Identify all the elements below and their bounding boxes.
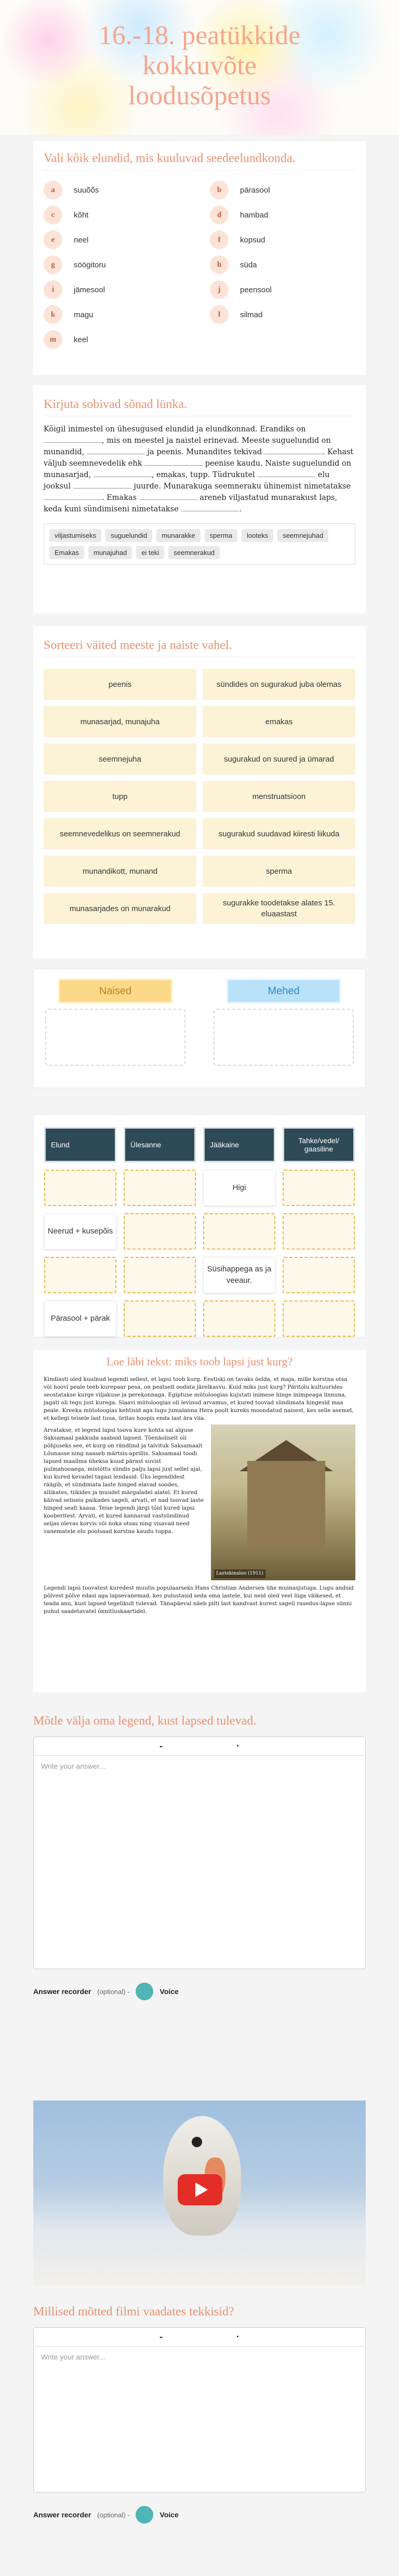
option-text: pärasool [240, 185, 270, 195]
table-drop-cell[interactable] [44, 1170, 116, 1206]
reading-paragraph-2: Arvatakse, et legend lapsi toova kure kohta sai alguse Saksamaal pakkuda saabsid lapsed. Tõenäoliselt oli põhjuseks see, et kurg on rändlind ja talvituk Saksamaalt Lõunasse ning naaseb märtsis-aprillis. Saksamaal toodi lapsed maailma üheksa kuud pärast suvist pulmahooaega, mistõttu sündis palju lapsi just sellel ajal, kui kured kevadel tagasi lendasid. Üks legendidest räägib, et sündimata laste hinged elavad soodes, allikates, tiikides ja muudel märgaladel alatel. Et kured käivad seliseis paikades sageli, arvati, et nad toovad laste hinged sealt kaasa. Teise legendi järgi tõid kured lapsi kooberitest. Arvati, et kured kannavad vastsündinud seljas olevas korvis või noka otsas ning visavad need vanematele elu poolsaad korstna kaudu tuppa. [44, 1427, 204, 1535]
option-d[interactable] [210, 206, 355, 224]
drop-zone-women[interactable] [45, 1009, 185, 1066]
sort-item[interactable]: munasarjad, munajuha [44, 706, 196, 737]
sort-item[interactable]: munandikott, munand [44, 856, 196, 887]
sort-item[interactable]: emakas [203, 706, 355, 737]
fill-text-3: ja peenis. Munandites tekivad [147, 448, 262, 456]
category-label-men: Mehed [227, 979, 341, 1004]
reading-section [33, 1350, 366, 1692]
word-chip[interactable]: sperma [205, 529, 237, 542]
table-drop-cell[interactable] [283, 1257, 355, 1293]
sort-item[interactable]: peenis [44, 669, 196, 700]
word-chip[interactable]: looteks [242, 529, 273, 542]
word-chip[interactable]: munarakke [156, 529, 200, 542]
word-chip[interactable]: seemnerakud [168, 546, 220, 559]
table-drop-cell[interactable] [283, 1213, 355, 1250]
answer-input-2[interactable]: Write your answer... [41, 2353, 105, 2361]
option-a[interactable] [44, 181, 189, 199]
word-chip[interactable]: munajuhad [88, 546, 132, 559]
sort-item[interactable]: tupp [44, 781, 196, 812]
table-header: Ülesanne [124, 1127, 196, 1162]
answer-editor-2 [33, 2327, 366, 2492]
option-j[interactable] [210, 280, 355, 299]
category-men [214, 979, 354, 1066]
sort-item[interactable]: seemnevedelikus on seemnerakud [44, 818, 196, 849]
sort-section [33, 626, 366, 958]
table-drop-cell[interactable] [124, 1257, 196, 1293]
table-section [33, 1114, 366, 1337]
blank-9[interactable] [139, 493, 197, 500]
recorder-voice-label: Voice [159, 2511, 179, 2519]
option-l[interactable] [210, 305, 355, 324]
word-chip[interactable]: Emakas [49, 546, 84, 559]
sort-item[interactable]: sperma [203, 856, 355, 887]
option-letter: g [44, 255, 62, 274]
sort-item[interactable]: sugurakud suudavad kiiresti liikuda [203, 818, 355, 849]
toolbar-minus-button[interactable]: - [159, 2331, 163, 2342]
play-icon[interactable] [178, 2174, 222, 2205]
blank-4[interactable] [144, 458, 203, 466]
answer-section-2 [33, 2297, 366, 2567]
fill-text-7: elu jooksul [44, 471, 330, 491]
fill-text-4: . Kehast väljub seemnevedelik ehk [44, 448, 354, 468]
option-letter: h [210, 255, 229, 274]
option-letter: a [44, 181, 62, 199]
answer-title-1: Mõtle välja oma legend, kust lapsed tulevad. [33, 1714, 257, 1728]
house-shape [247, 1461, 325, 1549]
fill-section [33, 385, 366, 614]
fill-text-2: , mis on meestel ja naistel erinevad. Meeste suguelundid on munandid, [44, 437, 331, 456]
sort-item[interactable]: seemnejuha [44, 743, 196, 775]
option-text: süda [240, 260, 257, 269]
title-line-2: kokkuvõte [142, 51, 257, 80]
image-caption: Lastekinaloo (1911) [214, 1569, 265, 1578]
option-letter: b [210, 181, 229, 199]
play-triangle [195, 2182, 208, 2197]
table-drop-cell[interactable] [124, 1213, 196, 1250]
record-voice-button[interactable] [136, 2506, 153, 2524]
match-title: Vali kõik elundid, mis kuuluvad seedeelundkonda. [44, 152, 355, 170]
option-text: kõht [74, 210, 89, 220]
sort-item[interactable]: sugurakke toodetakse alates 15. eluaastast [203, 893, 355, 924]
fill-text-11: . [239, 505, 242, 513]
word-chip[interactable]: suguelundid [105, 529, 152, 542]
option-text: suuõõs [74, 185, 99, 195]
blank-2[interactable] [87, 447, 145, 454]
option-letter: e [44, 231, 62, 249]
answer-editor-1 [33, 1737, 366, 1969]
table-drop-cell[interactable] [124, 1300, 196, 1337]
drop-zone-men[interactable] [214, 1009, 354, 1066]
category-label-women: Naised [58, 979, 172, 1004]
toolbar-dot-button[interactable]: · [236, 1741, 240, 1751]
sort-item[interactable]: sugurakud on suured ja ümarad [203, 743, 355, 775]
option-f[interactable] [210, 231, 355, 249]
recorder-voice-label: Voice [159, 1987, 179, 1996]
bird-eye [192, 2137, 202, 2147]
table-given-cell: Higi [203, 1170, 275, 1206]
option-text: söögitoru [74, 260, 106, 269]
table-drop-cell[interactable] [44, 1257, 116, 1293]
word-chip[interactable]: seemnejuhad [277, 529, 328, 542]
answer-input-1[interactable]: Write your answer... [41, 1762, 105, 1770]
option-e[interactable] [44, 231, 189, 249]
table-drop-cell[interactable] [283, 1170, 355, 1206]
option-letter: j [210, 280, 229, 299]
option-b[interactable] [210, 181, 355, 199]
option-letter: f [210, 231, 229, 249]
stork-illustration [211, 1425, 355, 1580]
table-drop-cell[interactable] [203, 1300, 275, 1337]
match-grid [44, 181, 355, 349]
option-m[interactable] [44, 330, 189, 349]
word-chip[interactable]: ei teki [136, 546, 164, 559]
hero-header [0, 0, 399, 135]
reading-body [44, 1376, 355, 1616]
fill-paragraph [44, 424, 355, 515]
option-letter: d [210, 206, 229, 224]
option-text: peensool [240, 285, 272, 294]
answer-section-1 [33, 1706, 366, 2090]
option-text: kopsud [240, 235, 265, 245]
option-letter: l [210, 305, 229, 324]
blank-5[interactable] [94, 470, 152, 477]
blank-3[interactable] [264, 447, 323, 454]
toolbar-minus-button[interactable]: - [159, 1741, 163, 1751]
option-i[interactable] [44, 280, 189, 299]
blank-10[interactable] [181, 504, 239, 511]
title-line-1: 16.-18. peatükkide [98, 21, 301, 50]
table-given-cell: Süsihappega as ja veeaur. [203, 1257, 275, 1293]
option-text: silmad [240, 310, 263, 319]
sort-item[interactable]: sündides on sugurakud juba olemas [203, 669, 355, 700]
fill-text-9: . Emakas [102, 494, 137, 502]
fill-text-6: , emakas, tupp. Tüdrukutel [151, 471, 255, 479]
option-letter: i [44, 280, 62, 299]
option-text: neel [74, 235, 89, 245]
option-letter: k [44, 305, 62, 324]
answer-title-2: Millised mõtted filmi vaadates tekkisid? [33, 2305, 234, 2319]
option-c[interactable] [44, 206, 189, 224]
reading-paragraph-1: Kindlasti oled kuulnud legendi sellest, et lapsi toob kurg. Eestiski on tavaks öelda, et maja, mille korstna otsa või hooví peale teeb kurepaar pesa, on peatselt oodata järelkasvu. Kuid miks just kurg? Päritolu kultuurides seostatakse kurge viljakuse ja perekonnaga. Egiptuse mütoloogias kujutati inimese hinge inimpeaga linnuna, jagati oli tegu just kurega. Slaavi mütoloogias oli levinud arvamus, et kured toovad sündimata hingesid maa peale. Kreeka mütoloogias kehtisid aga lugu jumalanna Hera poolt kureks moondatud naisest, kes selle asemel, et kellegi teisele last tuua, üritas hoopis enda last ära viia. [44, 1376, 354, 1421]
option-text: hambad [240, 210, 269, 220]
table-given-cell: Neerud + kusepõis [44, 1213, 116, 1250]
video-player[interactable] [33, 2100, 366, 2285]
blank-6[interactable] [257, 470, 315, 477]
recorder-label: Answer recorder [33, 2511, 91, 2519]
blank-7[interactable] [73, 481, 131, 489]
option-text: jämesool [74, 285, 105, 294]
sort-grid [44, 669, 355, 924]
answer-recorder-1 [33, 1983, 366, 2000]
table-given-cell: Pärasool + pärak [44, 1300, 116, 1337]
blank-8[interactable] [44, 493, 102, 500]
table-header: Tahke/vedel/ gaasiline [283, 1127, 355, 1162]
match-section [33, 141, 366, 375]
option-text: magu [74, 310, 94, 319]
option-text: keel [74, 335, 88, 344]
table-header: Elund [44, 1127, 116, 1162]
table-drop-cell[interactable] [283, 1300, 355, 1337]
recorder-label: Answer recorder [33, 1987, 91, 1996]
toolbar-dot-button[interactable]: · [236, 2331, 240, 2342]
page-title [0, 21, 399, 111]
recorder-optional: (optional) - [97, 2511, 130, 2519]
word-bank [44, 523, 355, 565]
option-letter: m [44, 330, 62, 349]
option-k[interactable] [44, 305, 189, 324]
categorize-section [33, 969, 366, 1088]
table-header: Jääkaine [203, 1127, 275, 1162]
fill-text-8: juurde. Munarakuga seemneraku ühinemist nimetatakse [134, 482, 351, 491]
table-drop-cell[interactable] [203, 1213, 275, 1250]
editor-toolbar [34, 1737, 365, 1756]
editor-toolbar [34, 2328, 365, 2347]
fill-title: Kirjuta sobivad sõnad lünka. [44, 398, 355, 416]
sort-item[interactable]: munasarjades on munarakud [44, 893, 196, 924]
fill-text-1: Kõigil inimestel on ühesugused elundid ja elundkonnad. Erandiks on [44, 425, 306, 433]
answer-recorder-2 [33, 2506, 366, 2524]
organ-table [34, 1115, 365, 1349]
fill-text-5: peenise kaudu. Naiste suguelundid on munasarjad, [44, 459, 351, 479]
option-g[interactable] [44, 255, 189, 274]
blank-1[interactable] [44, 436, 102, 443]
table-drop-cell[interactable] [124, 1170, 196, 1206]
sort-title: Sorteeri väited meeste ja naiste vahel. [44, 639, 355, 657]
option-h[interactable] [210, 255, 355, 274]
title-line-3: loodusõpetus [128, 81, 271, 111]
sort-item[interactable]: menstruatsioon [203, 781, 355, 812]
option-letter: c [44, 206, 62, 224]
fill-text-10: areneb viljastatud munarakust laps, keda kuni sündimiseni nimetatakse [44, 494, 338, 513]
category-women [45, 979, 185, 1066]
record-voice-button[interactable] [136, 1983, 153, 2000]
word-chip[interactable]: viljastumiseks [49, 529, 101, 542]
recorder-optional: (optional) - [97, 1987, 130, 1996]
reading-title: Loe läbi tekst: miks toob lapsi just kurg? [106, 1355, 293, 1368]
reading-paragraph-3: Legendi lapsi toovatest kuredest muutis populaarseks Hans Christian Andersen ühe muinasjutuga. Lugu andsid põlvest põlve edasi aga lapsevanemad, kes pulustasid seda oma lastele, kui neid oled veel liiga väikesed, et teada anu, kust lapsed tegelikult tulevad. Tänapäeval näeb pilti last kandvast kurest sageli rasedus-lapse sünni puhul saadetavatel õnnitluskaartidel. [44, 1585, 354, 1615]
